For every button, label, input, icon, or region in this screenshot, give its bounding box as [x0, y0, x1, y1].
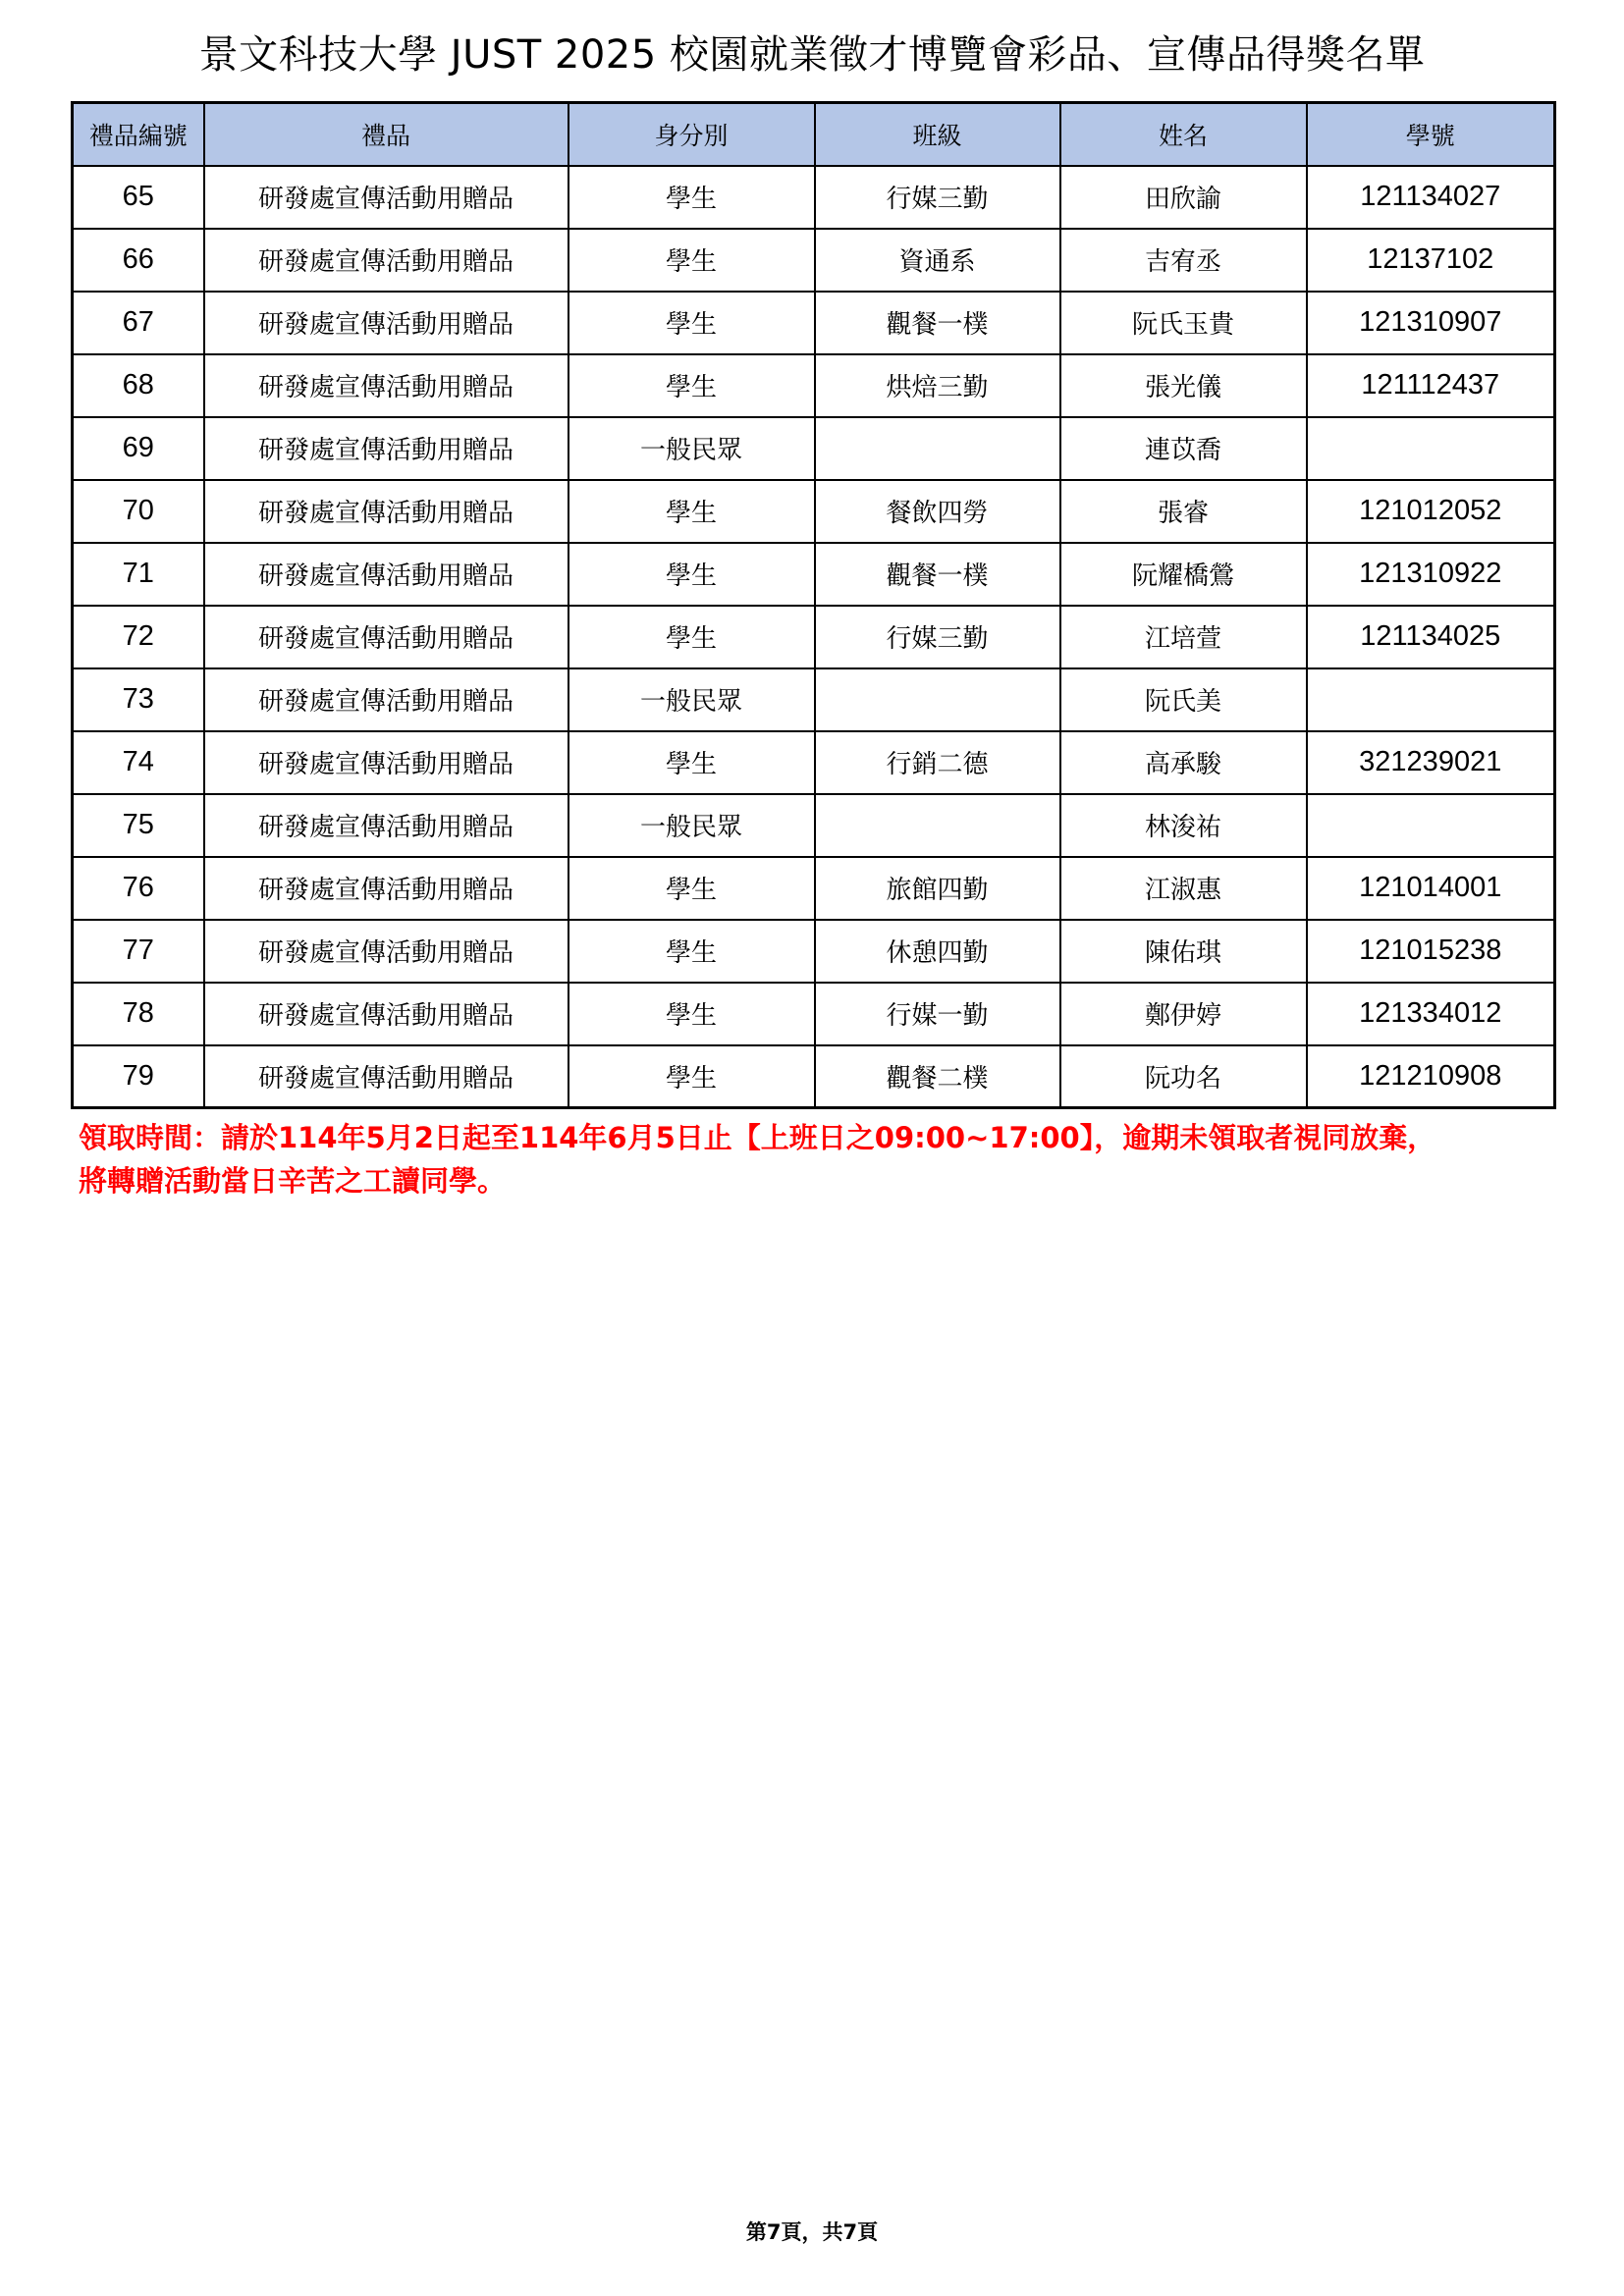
table-row	[73, 417, 1555, 480]
table-row	[73, 983, 1555, 1045]
cell-name: 阮氏玉貴	[1060, 292, 1307, 354]
cell-class	[815, 794, 1060, 857]
cell-name: 張睿	[1060, 480, 1307, 543]
table-row	[73, 166, 1555, 229]
cell-gift: 研發處宣傳活動用贈品	[204, 480, 568, 543]
cell-gift-number: 76	[73, 857, 204, 920]
cell-gift: 研發處宣傳活動用贈品	[204, 983, 568, 1045]
cell-gift: 研發處宣傳活動用贈品	[204, 354, 568, 417]
cell-identity: 一般民眾	[568, 668, 815, 731]
cell-student-id: 121015238	[1307, 920, 1555, 983]
cell-gift-number: 70	[73, 480, 204, 543]
cell-name: 阮氏美	[1060, 668, 1307, 731]
cell-gift-number: 78	[73, 983, 204, 1045]
cell-identity: 一般民眾	[568, 794, 815, 857]
cell-gift-number: 71	[73, 543, 204, 606]
cell-student-id: 321239021	[1307, 731, 1555, 794]
cell-student-id	[1307, 794, 1555, 857]
cell-class: 行媒一勤	[815, 983, 1060, 1045]
cell-gift: 研發處宣傳活動用贈品	[204, 731, 568, 794]
cell-identity: 學生	[568, 229, 815, 292]
cell-identity: 學生	[568, 983, 815, 1045]
header-gift: 禮品	[204, 103, 568, 166]
page-title: 景文科技大學 JUST 2025 校園就業徵才博覽會彩品、宣傳品得獎名單	[198, 32, 1426, 78]
cell-name: 江培萱	[1060, 606, 1307, 668]
page-number: 第7頁，共7頁	[745, 2220, 879, 2244]
cell-gift-number: 79	[73, 1045, 204, 1108]
table-row	[73, 229, 1555, 292]
cell-identity: 學生	[568, 1045, 815, 1108]
header-gift-number: 禮品編號	[73, 103, 204, 166]
cell-name: 林浚祐	[1060, 794, 1307, 857]
cell-class	[815, 417, 1060, 480]
table-row	[73, 354, 1555, 417]
pickup-notice-line-2: 將轉贈活動當日辛苦之工讀同學。	[79, 1164, 507, 1198]
cell-class: 資通系	[815, 229, 1060, 292]
cell-class: 觀餐一樸	[815, 292, 1060, 354]
header-student-id: 學號	[1307, 103, 1555, 166]
cell-gift: 研發處宣傳活動用贈品	[204, 794, 568, 857]
cell-student-id: 121134027	[1307, 166, 1555, 229]
cell-student-id: 121310922	[1307, 543, 1555, 606]
cell-student-id: 121012052	[1307, 480, 1555, 543]
table-row	[73, 731, 1555, 794]
cell-class: 觀餐二樸	[815, 1045, 1060, 1108]
cell-class: 旅館四勤	[815, 857, 1060, 920]
cell-identity: 學生	[568, 920, 815, 983]
cell-gift-number: 66	[73, 229, 204, 292]
cell-gift-number: 75	[73, 794, 204, 857]
cell-class: 烘焙三勤	[815, 354, 1060, 417]
cell-identity: 學生	[568, 354, 815, 417]
cell-student-id: 12137102	[1307, 229, 1555, 292]
cell-name: 阮功名	[1060, 1045, 1307, 1108]
cell-identity: 學生	[568, 606, 815, 668]
award-table	[71, 101, 1556, 1109]
table-row	[73, 292, 1555, 354]
cell-name: 高承駿	[1060, 731, 1307, 794]
cell-gift: 研發處宣傳活動用贈品	[204, 292, 568, 354]
cell-gift: 研發處宣傳活動用贈品	[204, 857, 568, 920]
cell-identity: 學生	[568, 292, 815, 354]
cell-class: 觀餐一樸	[815, 543, 1060, 606]
cell-name: 陳佑琪	[1060, 920, 1307, 983]
cell-name: 連苡喬	[1060, 417, 1307, 480]
table-row	[73, 920, 1555, 983]
table-header-row	[73, 103, 1555, 166]
cell-gift: 研發處宣傳活動用贈品	[204, 606, 568, 668]
header-name: 姓名	[1060, 103, 1307, 166]
table-row	[73, 794, 1555, 857]
cell-class: 行媒三勤	[815, 166, 1060, 229]
cell-identity: 學生	[568, 857, 815, 920]
table-row	[73, 480, 1555, 543]
cell-gift: 研發處宣傳活動用贈品	[204, 229, 568, 292]
cell-student-id: 121310907	[1307, 292, 1555, 354]
table-row	[73, 606, 1555, 668]
cell-student-id: 121334012	[1307, 983, 1555, 1045]
cell-student-id: 121014001	[1307, 857, 1555, 920]
cell-student-id	[1307, 668, 1555, 731]
cell-name: 吉宥丞	[1060, 229, 1307, 292]
cell-student-id: 121112437	[1307, 354, 1555, 417]
cell-gift-number: 67	[73, 292, 204, 354]
pickup-notice-line-1: 領取時間：請於114年5月2日起至114年6月5日止【上班日之09:00~17:00】，逾期未領取者視同放棄，	[79, 1121, 1436, 1154]
cell-student-id: 121134025	[1307, 606, 1555, 668]
cell-student-id	[1307, 417, 1555, 480]
table-row	[73, 1045, 1555, 1108]
cell-gift-number: 68	[73, 354, 204, 417]
cell-name: 鄭伊婷	[1060, 983, 1307, 1045]
table-row	[73, 668, 1555, 731]
cell-name: 阮耀橋鶯	[1060, 543, 1307, 606]
cell-name: 江淑惠	[1060, 857, 1307, 920]
cell-identity: 一般民眾	[568, 417, 815, 480]
cell-gift-number: 72	[73, 606, 204, 668]
cell-name: 田欣諭	[1060, 166, 1307, 229]
cell-gift: 研發處宣傳活動用贈品	[204, 1045, 568, 1108]
table-row	[73, 857, 1555, 920]
cell-identity: 學生	[568, 543, 815, 606]
cell-class: 餐飲四勞	[815, 480, 1060, 543]
cell-class: 休憩四勤	[815, 920, 1060, 983]
cell-class	[815, 668, 1060, 731]
cell-gift: 研發處宣傳活動用贈品	[204, 920, 568, 983]
header-identity: 身分別	[568, 103, 815, 166]
cell-gift-number: 77	[73, 920, 204, 983]
cell-gift-number: 65	[73, 166, 204, 229]
header-class: 班級	[815, 103, 1060, 166]
table-body	[73, 166, 1555, 1108]
cell-gift: 研發處宣傳活動用贈品	[204, 166, 568, 229]
cell-gift-number: 74	[73, 731, 204, 794]
pickup-notice	[79, 1116, 1571, 1202]
cell-class: 行銷二德	[815, 731, 1060, 794]
table-row	[73, 543, 1555, 606]
cell-gift-number: 73	[73, 668, 204, 731]
cell-gift-number: 69	[73, 417, 204, 480]
cell-gift: 研發處宣傳活動用贈品	[204, 543, 568, 606]
cell-gift: 研發處宣傳活動用贈品	[204, 668, 568, 731]
cell-gift: 研發處宣傳活動用贈品	[204, 417, 568, 480]
cell-name: 張光儀	[1060, 354, 1307, 417]
cell-identity: 學生	[568, 166, 815, 229]
cell-class: 行媒三勤	[815, 606, 1060, 668]
cell-identity: 學生	[568, 480, 815, 543]
cell-student-id: 121210908	[1307, 1045, 1555, 1108]
cell-identity: 學生	[568, 731, 815, 794]
